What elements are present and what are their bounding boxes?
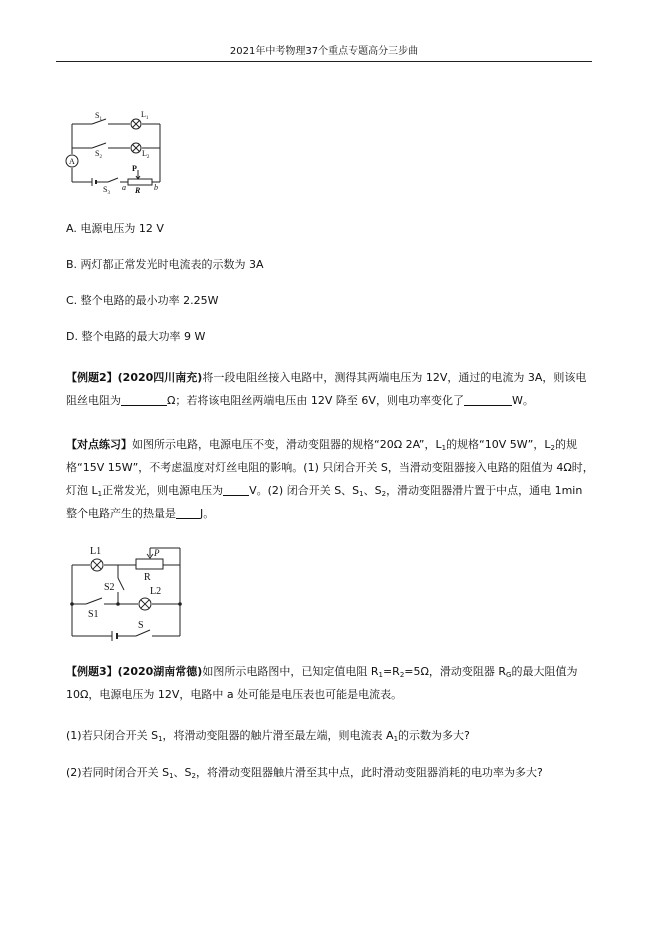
answer-blank[interactable] — [223, 484, 249, 496]
lamp-l1-label: L1 — [90, 546, 102, 557]
example-2-tag: 【例题2】(2020四川南充) — [66, 371, 203, 384]
circuit-diagram-1 — [62, 108, 180, 194]
switch-s3-label: $S_3$ — [103, 185, 110, 194]
option-a: A. 电源电压为 12 V — [66, 222, 164, 235]
switch-s2-label: S2 — [104, 582, 115, 593]
lamp-l2-label: L2 — [150, 586, 162, 597]
ammeter-label: A — [69, 157, 75, 166]
terminal-a-label: a — [122, 183, 126, 192]
example-3-paragraph: 【例题3】(2020湖南常德)如图所示电路图中，已知定值电阻 $R_1=R_2=5\Omega$，滑动变阻器 $R_G$的最大阻值为 10Ω，电源电压为 12V，电路中 a 处可能是电压表也可能是电流表。 — [66, 665, 578, 701]
option-b: B. 两灯都正常发光时电流表的示数为 3A — [66, 258, 264, 271]
practice-paragraph: 【对点练习】如图所示电路，电源电压不变，滑动变阻器的规格“20Ω 2A”，$L_1$的规格“10V 5W”，$L_2$的规格“15V 15W”，不考虑温度对灯丝电阻的影响。(1) 只闭合开关 S，当滑动变阻器接入电路的阻值为 4Ω时，灯泡 $L_1$正常发光，则电源电压为 V。(2) 闭合开关 S、$S_1$、$S_2$，滑动变阻器滑片置于中点，通电 1min 整个电路产生的热量是 J。 — [66, 438, 594, 520]
option-c: C. 整个电路的最小功率 2.25W — [66, 294, 219, 307]
lamp-l1-label: $L_1$ — [141, 110, 149, 121]
slider-p-label: P — [154, 548, 160, 558]
switch-s1-label: S1 — [88, 609, 99, 620]
slider-p-label: P — [132, 164, 137, 173]
terminal-b-label: b — [154, 183, 158, 192]
circuit-diagram-2 — [62, 540, 190, 642]
answer-blank[interactable] — [176, 507, 200, 519]
example-3-tag: 【例题3】(2020湖南常德) — [66, 665, 203, 678]
lamp-l2-label: $L_2$ — [142, 149, 150, 160]
question-1: (1)若只闭合开关 $S_1$，将滑动变阻器的触片滑至最左端，则电流表 $A_1$的示数为多大? — [66, 729, 470, 743]
switch-s-label: S — [138, 620, 144, 631]
rheostat-r-label: R — [144, 572, 151, 583]
page-header: 2021年中考物理37个重点专题高分三步曲 — [229, 46, 419, 57]
practice-tag: 【对点练习】 — [66, 438, 132, 451]
option-d: D. 整个电路的最大功率 9 W — [66, 330, 206, 343]
example-2-paragraph: 【例题2】(2020四川南充)将一段电阻丝接入电路中，测得其两端电压为 12V，通过的电流为 3A，则该电阻丝电阻为 Ω；若将该电阻丝两端电压由 12V 降至 6V，则电功率变化了 W。 — [66, 371, 587, 407]
question-2: (2)若同时闭合开关 $S_1$、$S_2$，将滑动变阻器触片滑至其中点，此时滑动变阻器消耗的电功率为多大? — [66, 766, 543, 780]
header-divider — [56, 61, 592, 62]
switch-s2-label: $S_2$ — [95, 149, 102, 160]
rheostat-r-label: R — [135, 186, 141, 194]
answer-blank[interactable] — [464, 394, 512, 406]
answer-blank[interactable] — [121, 394, 167, 406]
switch-s1-label: $S_1$ — [95, 111, 102, 122]
